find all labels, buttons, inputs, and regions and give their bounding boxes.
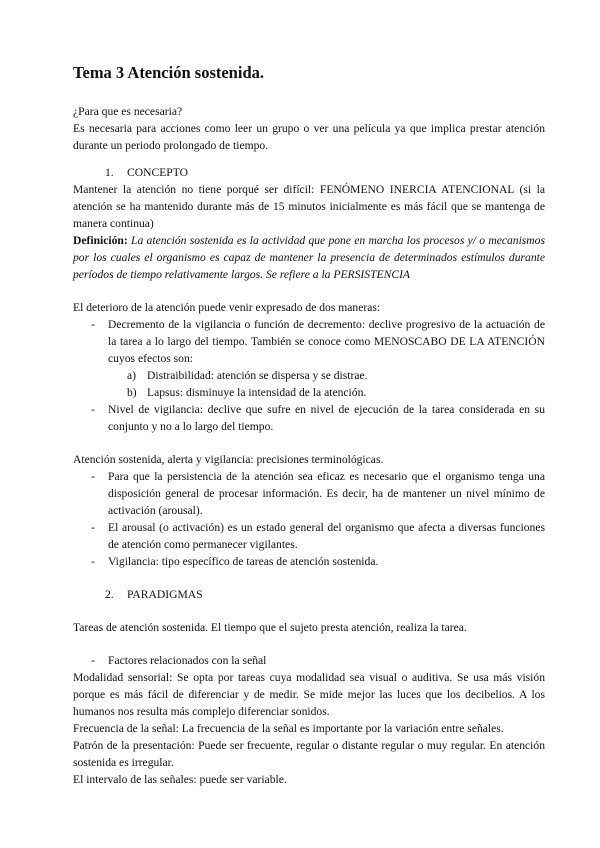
modalidad-paragraph: Modalidad sensorial: Se opta por tareas cuya modalidad sea visual o auditiva. Se usa más visión porque es más fácil de diferenciar y de medir. Se mide mejor las luces que los decibelios. A los humanos nos resulta más complejo diferenciar sonidos. [73,671,545,718]
list-item-text: Factores relacionados con la señal [108,654,267,667]
frecuencia-paragraph: Frecuencia de la señal: La frecuencia de la señal es importante por la variación entre señales. [73,722,504,735]
list-item-text: Decremento de la vigilancia o función de decremento: declive progresivo de la actuación de la tarea a lo largo del tiempo. También se conoce como MENOSCABO DE LA ATENCIÓN cuyos efectos son: [108,318,545,365]
sub-list-item [73,367,545,384]
dash-bullet: - [91,654,95,667]
sub-list-marker: b) [127,386,137,399]
section-title: PARADIGMAS [127,588,203,601]
section-title: CONCEPTO [127,166,188,179]
intervalo-paragraph: El intervalo de las señales: puede ser variable. [73,773,287,786]
list-item-text: El arousal (o activación) es un estado general del organismo que afecta a diversas funciones de atención como permanecer vigilantes. [108,521,545,551]
concepto-paragraph: Mantener la atención no tiene porqué ser difícil: FENÓMENO INERCIA ATENCIONAL (si la atención se ha mantenido durante más de 15 minutos inicialmente es más fácil que se mantenga de manera continua) [73,183,545,230]
paradigmas-paragraph: Tareas de atención sostenida. El tiempo que el sujeto presta atención, realiza la tarea. [73,621,467,634]
sub-list-item [73,384,545,401]
alerta-heading: Atención sostenida, alerta y vigilancia: precisiones terminológicas. [73,453,384,466]
sub-list-text: Distraibilidad: atención se dispersa y se distrae. [147,369,368,382]
dash-bullet: - [91,470,95,483]
list-item-text: Nivel de vigilancia: declive que sufre en nivel de ejecución de la tarea considerada en su conjunto y no a lo largo del tiempo. [108,403,545,433]
sub-list-text: Lapsus: disminuye la intensidad de la atención. [147,386,367,399]
list-item [73,468,545,519]
list-item-text: Vigilancia: tipo específico de tareas de atención sostenida. [108,555,379,568]
definition-paragraph [73,232,545,283]
section-number: 2. [105,588,114,601]
dash-bullet: - [91,318,95,331]
intro-question: ¿Para que es necesaria? [73,105,183,118]
section-concepto-heading [105,164,545,181]
dash-bullet: - [91,555,95,568]
list-item [73,519,545,553]
section-paradigmas-heading [105,586,545,603]
definition-text: La atención sostenida es la actividad que pone en marcha los procesos y/ o mecanismos por los cuales el organismo es capaz de mantener la presencia de determinados estímulos durante períodos de tiempo relativamente largos. Se refiere a la PERSISTENCIA [73,234,545,281]
section-number: 1. [105,166,114,179]
definition-label: Definición: [73,234,128,247]
intro-answer: Es necesaria para acciones como leer un grupo o ver una película ya que implica prestar atención durante un periodo prolongado de tiempo. [73,122,545,152]
list-item [73,652,545,669]
document-page [73,62,545,788]
patron-paragraph: Patrón de la presentación: Puede ser frecuente, regular o distante regular o muy regular. En atención sostenida es irregular. [73,739,545,769]
deterioro-paragraph: El deterioro de la atención puede venir expresado de dos maneras: [73,301,381,314]
document-title: Tema 3 Atención sostenida. [73,63,264,82]
list-item [73,316,545,367]
list-item [73,553,545,570]
dash-bullet: - [91,521,95,534]
dash-bullet: - [91,403,95,416]
list-item-text: Para que la persistencia de la atención sea eficaz es necesario que el organismo tenga una disposición general de procesar información. Es decir, ha de mantener un nivel mínimo de activación (arousal). [108,470,545,517]
sub-list-marker: a) [127,369,137,382]
list-item [73,401,545,435]
